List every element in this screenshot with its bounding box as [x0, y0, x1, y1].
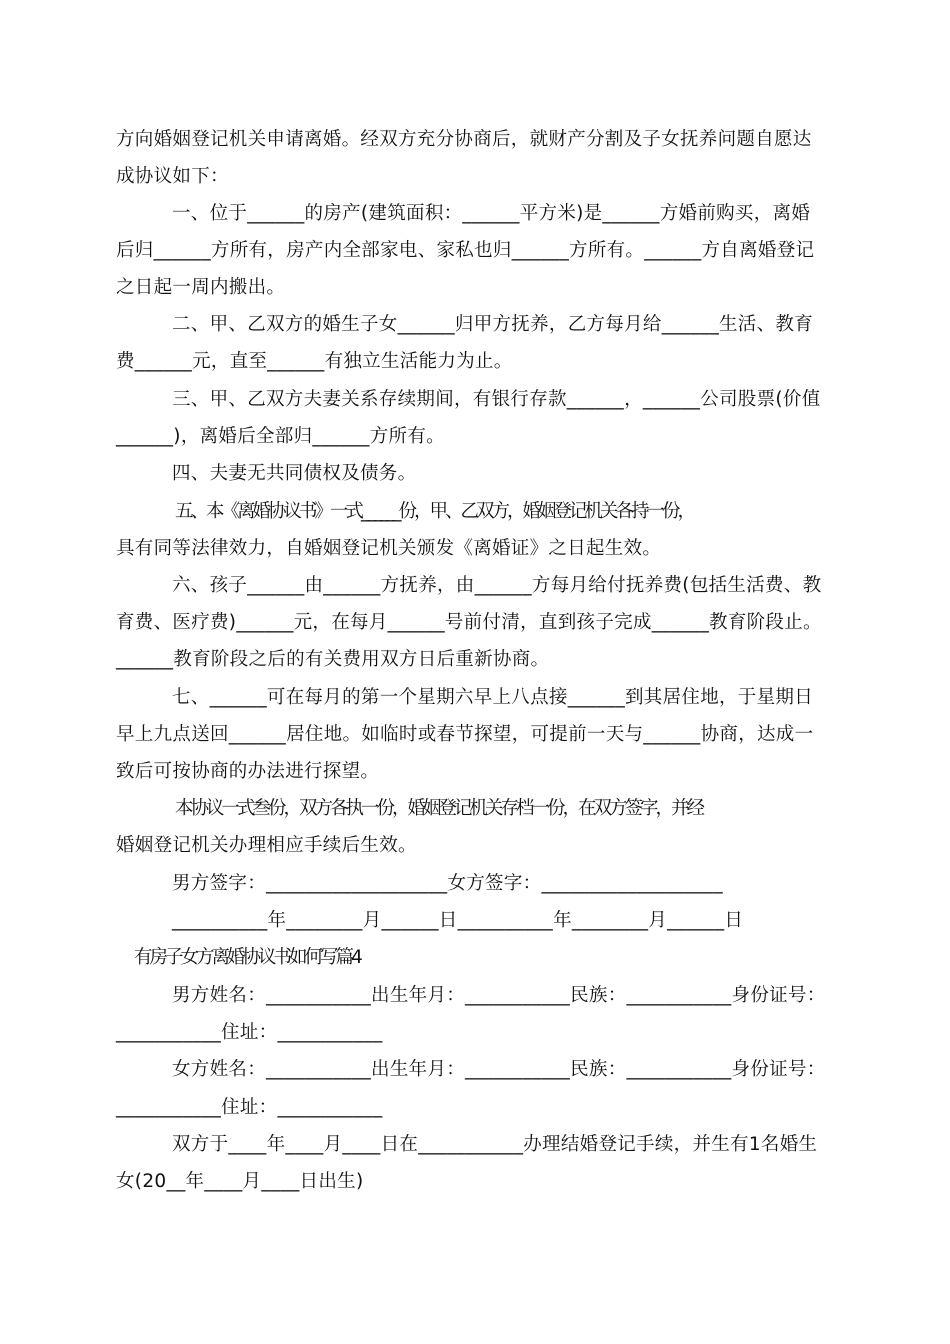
closing-paragraph: 本协议一式叁份，双方各执一份，婚姻登记机关存档一份，在双方签字，并经	[175, 798, 703, 819]
text-line: 后归______方所有，房产内全部家电、家私也归______方所有。______方自离婚登记	[116, 240, 815, 261]
date-line: __________年________月______日__________年________月______日	[172, 910, 744, 931]
clause-2: 二、甲、乙双方的婚生子女______归甲方抚养，乙方每月给______生活、教育	[172, 314, 814, 335]
clause-5: 五、本《离婚协议书》一式______份，甲、乙双方，婚姻登记机关各持一份，	[175, 501, 694, 522]
text-line: ______教育阶段之后的有关费用双方日后重新协商。	[116, 649, 550, 670]
text-line: 早上九点送回______居住地。如临时或春节探望，可提前一天与______协商，达成一	[116, 724, 814, 745]
clause-4: 四、夫妻无共同债权及债务。	[172, 463, 417, 484]
male-address-line: ___________住址：___________	[116, 1022, 383, 1043]
male-info-line: 男方姓名：___________出生年月：___________民族：___________身份证号：	[172, 985, 826, 1006]
text-line: ______)，离婚后全部归______方所有。	[116, 426, 445, 447]
text-line: 女(20__年____月____日出生)	[116, 1171, 364, 1192]
text-line: 婚姻登记机关办理相应手续后生效。	[116, 835, 417, 856]
text-line: 具有同等法律效力，自婚姻登记机关颁发《离婚证》之日起生效。	[116, 538, 662, 559]
clause-6: 六、孩子______由______方抚养，由______方每月给付抚养费(包括生活费、教	[172, 575, 822, 596]
clause-7: 七、______可在每月的第一个星期六早上八点接______到其居住地，于星期日	[172, 687, 814, 708]
section-heading: 有房子女方离婚协议书如何写篇4	[134, 947, 360, 968]
text-line: 费______元，直至______有独立生活能力为止。	[116, 351, 513, 372]
female-info-line: 女方姓名：___________出生年月：___________民族：___________身份证号：	[172, 1059, 826, 1080]
text-line: 致后可按协商的办法进行探望。	[116, 761, 380, 782]
clause-3: 三、甲、乙双方夫妻关系存续期间，有银行存款______，______公司股票(价值	[172, 389, 821, 410]
text-line: 之日起一周内搬出。	[116, 277, 286, 298]
signature-line: 男方签字：___________________女方签字：___________________	[172, 873, 723, 894]
text-line: 育费、医疗费)______元，在每月______号前付清，直到孩子完成______教育阶段止。	[116, 612, 822, 633]
clause-1: 一、位于______的房产(建筑面积：______平方米)是______方婚前购买，离婚	[172, 203, 811, 224]
female-address-line: ___________住址：___________	[116, 1097, 383, 1118]
text-line: 方向婚姻登记机关申请离婚。经双方充分协商后，就财产分割及子女抚养问题自愿达	[116, 129, 812, 150]
text-line: 成协议如下：	[116, 166, 229, 187]
marriage-info-line: 双方于____年____月____日在___________办理结婚登记手续，并生有1名婚生	[172, 1134, 818, 1155]
